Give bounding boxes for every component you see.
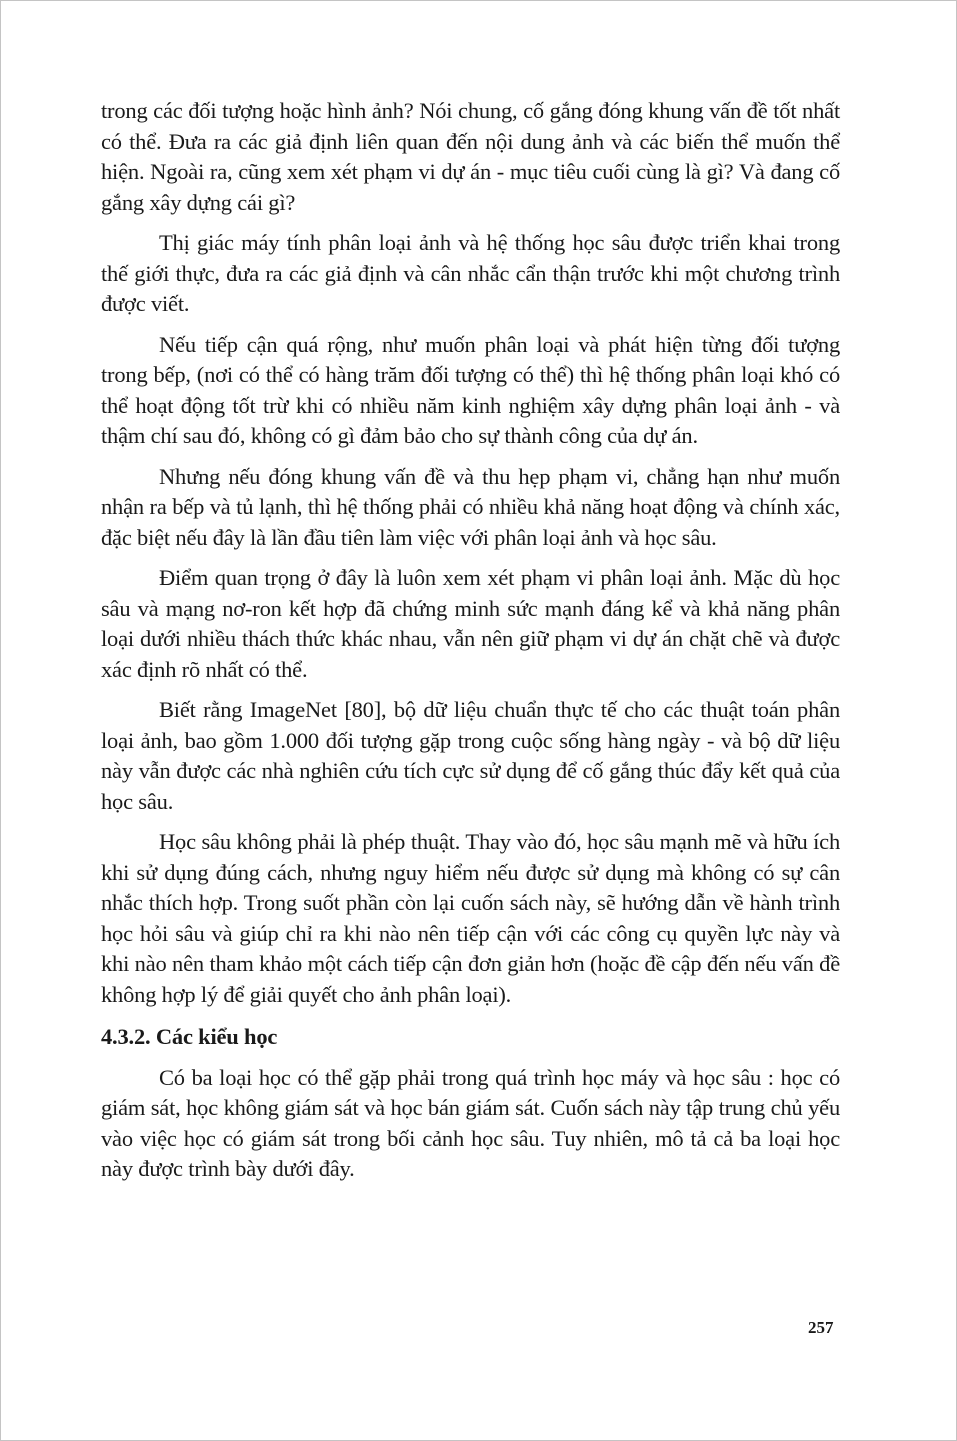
paragraph: Biết rằng ImageNet [80], bộ dữ liệu chuẩn thực tế cho các thuật toán phân loại ảnh, bao gồm 1.000 đối tượng gặp trong cuộc sống hàng ngày - và bộ dữ liệu này vẫn được các nhà nghiên cứu tích cực sử dụng để cố gắng thúc đẩy kết quả của học sâu. <box>101 697 840 814</box>
paragraph: Học sâu không phải là phép thuật. Thay vào đó, học sâu mạnh mẽ và hữu ích khi sử dụng đúng cách, nhưng nguy hiểm nếu được sử dụng mà không có sự cân nhắc thích hợp. Trong suốt phần còn lại cuốn sách này, sẽ hướng dẫn về hành trình học hỏi sâu và giúp chỉ ra khi nào nên tiếp cận với các công cụ quyền lực này và khi nào nên tham khảo một cách tiếp cận đơn giản hơn (hoặc đề cập đến nếu vấn đề không hợp lý để giải quyết cho ảnh phân loại). <box>101 829 840 1007</box>
section-paragraph: Có ba loại học có thể gặp phải trong quá trình học máy và học sâu : học có giám sát, học không giám sát và học bán giám sát. Cuốn sách này tập trung chủ yếu vào việc học có giám sát trong bối cảnh học sâu. Tuy nhiên, mô tả cả ba loại học này được trình bày dưới đây. <box>101 1064 840 1181</box>
paragraph: Nhưng nếu đóng khung vấn đề và thu hẹp phạm vi, chẳng hạn như muốn nhận ra bếp và tủ lạnh, thì hệ thống phải có nhiều khả năng hoạt động và chính xác, đặc biệt nếu đây là lần đầu tiên làm việc với phân loại ảnh và học sâu. <box>101 463 840 550</box>
paragraph-continuation: trong các đối tượng hoặc hình ảnh? Nói chung, cố gắng đóng khung vấn đề tốt nhất có thể. Đưa ra các giả định liên quan đến nội dung ảnh và các biến thể muốn thể hiện. Ngoài ra, cũng xem xét phạm vi dự án - mục tiêu cuối cùng là gì? Và đang cố gắng xây dựng cái gì? <box>101 98 840 215</box>
paragraph: Thị giác máy tính phân loại ảnh và hệ thống học sâu được triển khai trong thế giới thực, đưa ra các giả định và cân nhắc cẩn thận trước khi một chương trình được viết. <box>101 230 840 316</box>
page-body <box>101 96 840 1195</box>
section-heading: 4.3.2. Các kiểu học <box>101 1024 278 1049</box>
page-number: 257 <box>808 1318 834 1337</box>
paragraph: Điểm quan trọng ở đây là luôn xem xét phạm vi phân loại ảnh. Mặc dù học sâu và mạng nơ-ron kết hợp đã chứng minh sức mạnh đáng kể và khả năng phân loại dưới nhiều thách thức khác nhau, vẫn nên giữ phạm vi dự án chặt chẽ và được xác định rõ nhất có thể. <box>101 565 840 682</box>
paragraph: Nếu tiếp cận quá rộng, như muốn phân loại và phát hiện từng đối tượng trong bếp, (nơi có thể có hàng trăm đối tượng có thể) thì hệ thống phân loại khó có thể hoạt động tốt trừ khi có nhiều năm kinh nghiệm xây dựng phân loại ảnh - và thậm chí sau đó, không có gì đảm bảo cho sự thành công của dự án. <box>101 331 840 448</box>
